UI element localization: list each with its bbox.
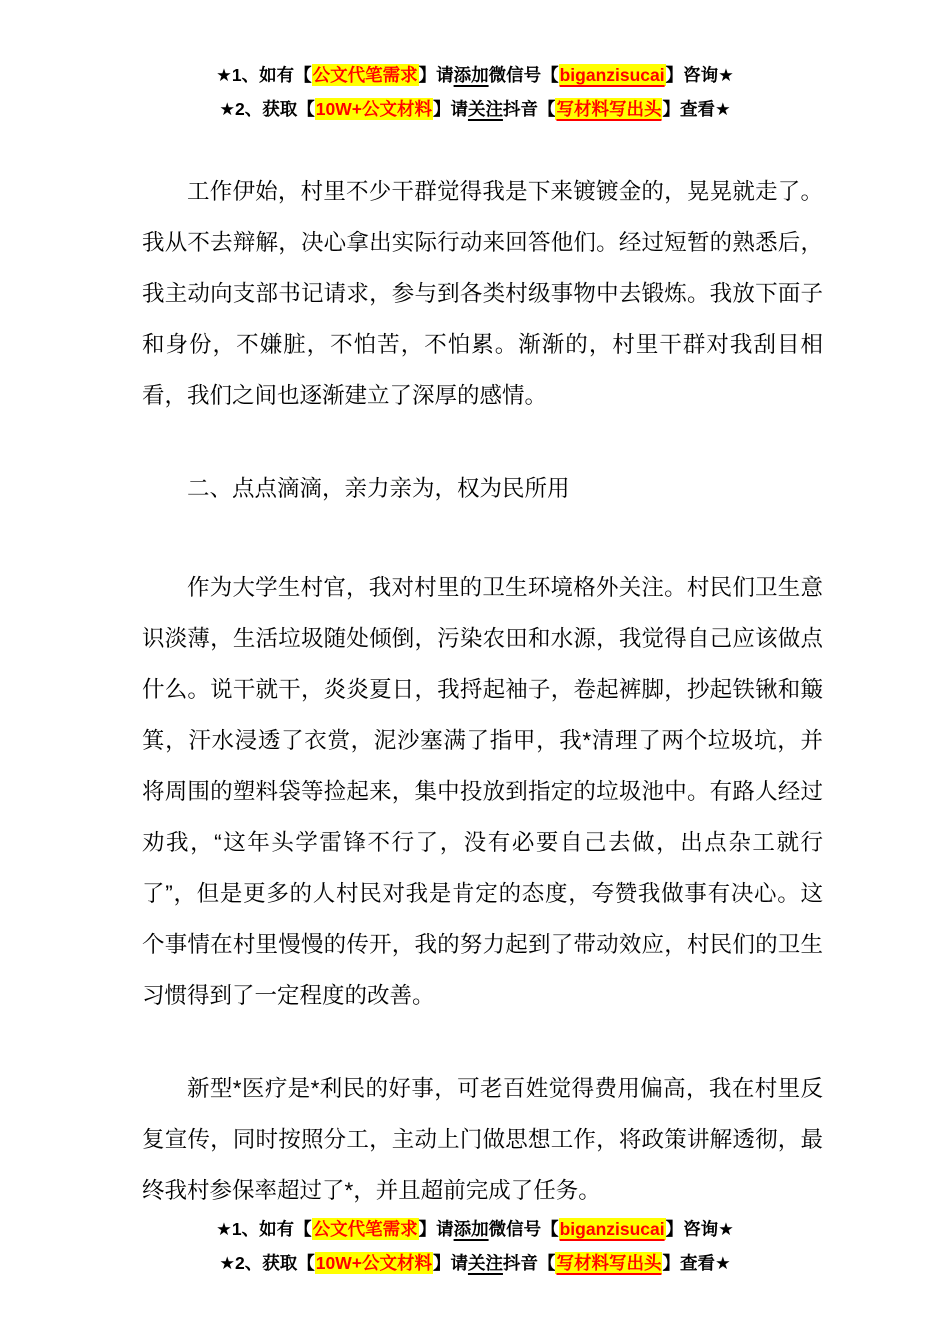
wechat-label: 微信号【 xyxy=(488,65,559,85)
section-heading: 二、点点滴滴，亲力亲为，权为民所用 xyxy=(187,476,570,501)
bracket-please-1: 】请 xyxy=(418,1219,454,1239)
service-keyword: 公文代笔需求 xyxy=(312,65,418,85)
consult-suffix-1: 】咨询★ xyxy=(665,1219,734,1239)
douyin-id: 写材料写出头 xyxy=(556,99,662,119)
douyin-label: 抖音【 xyxy=(502,99,556,119)
star-prefix-2: ★2、获取【 xyxy=(219,1253,315,1273)
star-prefix-2: ★2、获取【 xyxy=(219,99,315,119)
view-suffix-2: 】查看★ xyxy=(662,99,731,119)
action-follow: 关注 xyxy=(467,99,503,119)
bracket-please-2: 】请 xyxy=(432,99,468,119)
douyin-id: 写材料写出头 xyxy=(556,1253,662,1273)
body-paragraph: 新型*医疗是*利民的好事，可老百姓觉得费用偏高，我在村里反复宣传，同时按照分工，主动上门做思想工作，将政策讲解透彻，最终我村参保率超过了*，并且超前完成了任务。 xyxy=(142,1076,823,1203)
view-suffix-2: 】查看★ xyxy=(662,1253,731,1273)
materials-keyword: 10W+公文材料 xyxy=(315,1253,432,1273)
douyin-label: 抖音【 xyxy=(502,1253,556,1273)
action-add: 添加 xyxy=(453,1219,489,1239)
wechat-label: 微信号【 xyxy=(488,1219,559,1239)
action-add: 添加 xyxy=(453,65,489,85)
bracket-please-1: 】请 xyxy=(418,65,454,85)
wechat-id: biganzisucai xyxy=(559,1219,665,1239)
ad-line-1-bottom xyxy=(0,1212,950,1246)
document-body xyxy=(142,166,823,1258)
star-prefix-1: ★1、如有【 xyxy=(216,65,312,85)
ad-banner-top xyxy=(0,58,950,126)
ad-line-2-top xyxy=(0,92,950,126)
service-keyword: 公文代笔需求 xyxy=(312,1219,418,1239)
star-prefix-1: ★1、如有【 xyxy=(216,1219,312,1239)
ad-line-1-top xyxy=(0,58,950,92)
consult-suffix-1: 】咨询★ xyxy=(665,65,734,85)
materials-keyword: 10W+公文材料 xyxy=(315,99,432,119)
action-follow: 关注 xyxy=(467,1253,503,1273)
bracket-please-2: 】请 xyxy=(432,1253,468,1273)
body-paragraph: 工作伊始，村里不少干群觉得我是下来镀镀金的，晃晃就走了。我从不去辩解，决心拿出实际行动来回答他们。经过短暂的熟悉后，我主动向支部书记请求，参与到各类村级事物中去锻炼。我放下面子和身份，不嫌脏，不怕苦，不怕累。渐渐的，村里干群对我刮目相看，我们之间也逐渐建立了深厚的感情。 xyxy=(142,179,823,408)
body-paragraph: 作为大学生村官，我对村里的卫生环境格外关注。村民们卫生意识淡薄，生活垃圾随处倾倒，污染农田和水源，我觉得自己应该做点什么。说干就干，炎炎夏日，我捋起袖子，卷起裤脚，抄起铁锹和簸箕，汗水浸透了衣赏，泥沙塞满了指甲，我*清理了两个垃圾坑，并将周围的塑料袋等捡起来，集中投放到指定的垃圾池中。有路人经过劝我，“这年头学雷锋不行了，没有必要自己去做，出点杂工就行了”，但是更多的人村民对我是肯定的态度，夸赞我做事有决心。这个事情在村里慢慢的传开，我的努力起到了带动效应，村民们的卫生习惯得到了一定程度的改善。 xyxy=(142,575,823,1008)
wechat-id: biganzisucai xyxy=(559,65,665,85)
ad-banner-bottom xyxy=(0,1212,950,1280)
ad-line-2-bottom xyxy=(0,1246,950,1280)
